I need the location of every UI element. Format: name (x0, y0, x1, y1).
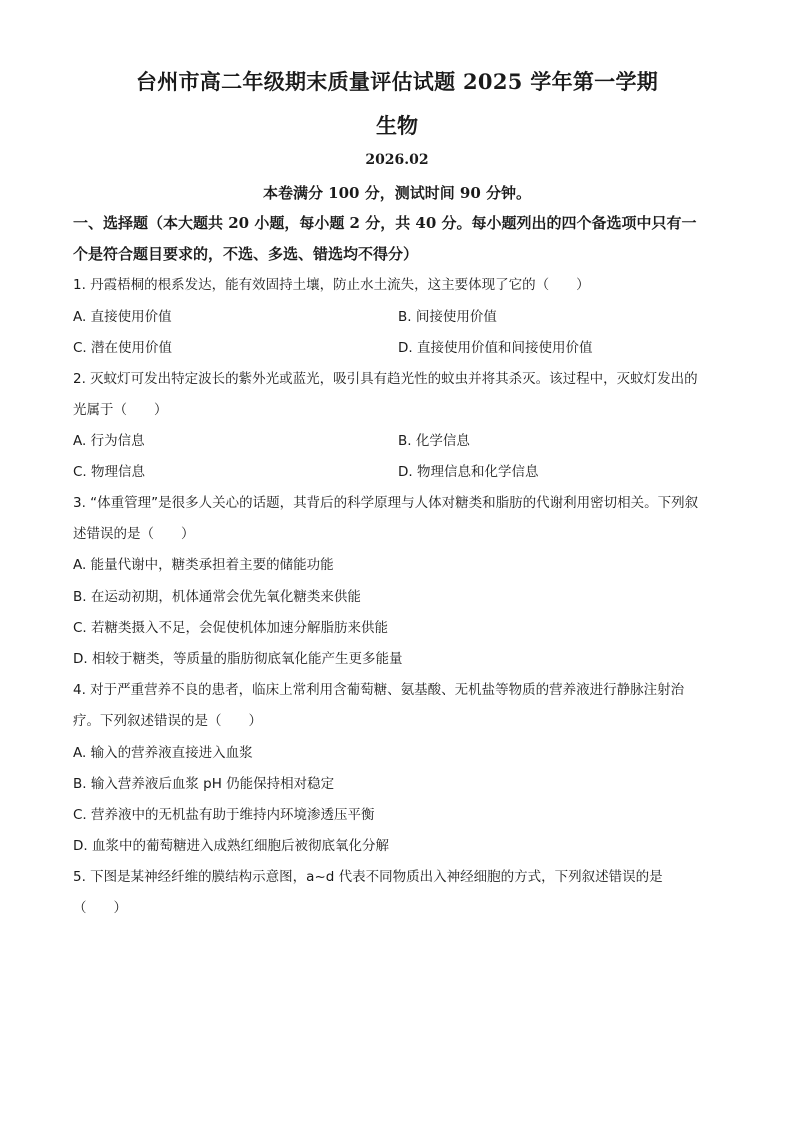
exam-title: 台州市高二年级期末质量评估试题 2025 学年第一学期 (135, 69, 659, 94)
q1-stem: 1. 丹霞梧桐的根系发达，能有效固持土壤，防止水土流失，这主要体现了它的（ ） (73, 277, 590, 293)
q4-stem-line2: 疗。下列叙述错误的是（ ） (73, 713, 262, 729)
q2-option-d: D. 物理信息和化学信息 (398, 464, 539, 480)
q5-stem-line2: （ ） (73, 900, 127, 916)
q4-option-d: D. 血浆中的葡萄糖进入成熟红细胞后被彻底氧化分解 (73, 838, 389, 854)
exam-date: 2026.02 (365, 152, 429, 168)
subject-title: 生物 (376, 113, 418, 138)
q2-stem-line2: 光属于（ ） (73, 402, 168, 418)
q2-option-a: A. 行为信息 (73, 433, 145, 449)
q2-option-b: B. 化学信息 (398, 433, 470, 449)
q5-stem-line1: 5. 下图是某神经纤维的膜结构示意图，a~d 代表不同物质出入神经细胞的方式，下列叙述错误的是 (73, 869, 663, 885)
exam-note: 本卷满分 100 分，测试时间 90 分钟。 (262, 184, 532, 202)
q4-option-b: B. 输入营养液后血浆 pH 仍能保持相对稳定 (73, 776, 335, 792)
q3-option-d: D. 相较于糖类，等质量的脂肪彻底氧化能产生更多能量 (73, 651, 403, 667)
q1-option-c: C. 潜在使用价值 (73, 340, 173, 356)
q1-option-a: A. 直接使用价值 (73, 309, 172, 325)
q1-option-b: B. 间接使用价值 (398, 309, 497, 325)
q4-stem-line1: 4. 对于严重营养不良的患者，临床上常利用含葡萄糖、氨基酸、无机盐等物质的营养液进行静脉注射治 (73, 682, 685, 698)
q3-option-b: B. 在运动初期，机体通常会优先氧化糖类来供能 (73, 589, 361, 605)
q4-option-c: C. 营养液中的无机盐有助于维持内环境渗透压平衡 (73, 807, 375, 823)
section-heading-line1: 一、选择题（本大题共 20 小题，每小题 2 分，共 40 分。每小题列出的四个备选项中只有一 (73, 214, 697, 232)
q3-stem-line1: 3. “体重管理”是很多人关心的话题，其背后的科学原理与人体对糖类和脂肪的代谢利用密切相关。下列叙 (73, 495, 699, 511)
q2-option-c: C. 物理信息 (73, 464, 146, 480)
q3-option-a: A. 能量代谢中，糖类承担着主要的储能功能 (73, 557, 334, 573)
section-heading-line2: 个是符合题目要求的，不选、多选、错选均不得分） (73, 245, 419, 263)
q3-stem-line2: 述错误的是（ ） (73, 526, 195, 542)
q1-option-d: D. 直接使用价值和间接使用价值 (398, 340, 593, 356)
q4-option-a: A. 输入的营养液直接进入血浆 (73, 745, 253, 761)
q3-option-c: C. 若糖类摄入不足，会促使机体加速分解脂肪来供能 (73, 620, 389, 636)
q2-stem-line1: 2. 灭蚊灯可发出特定波长的紫外光或蓝光，吸引具有趋光性的蚊虫并将其杀灭。该过程中，灭蚊灯发出的 (73, 371, 698, 387)
